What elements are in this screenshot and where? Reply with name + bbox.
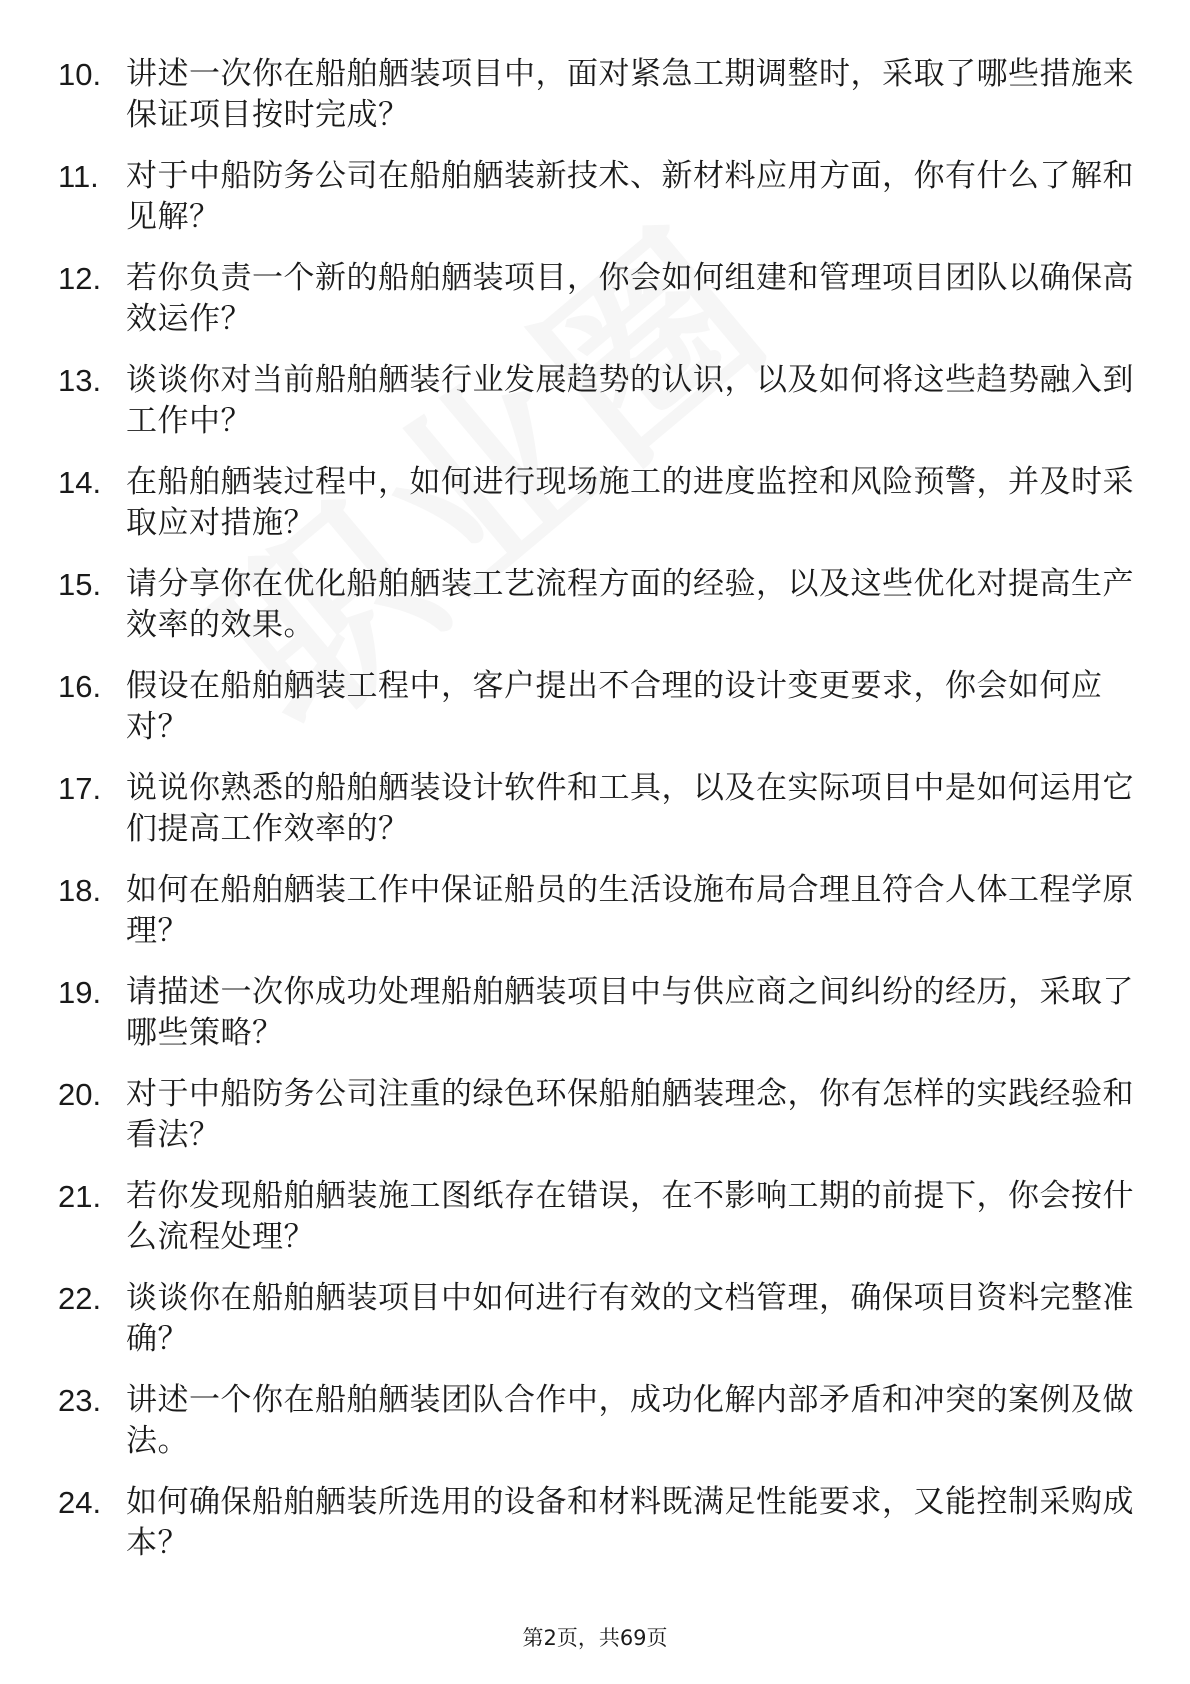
question-number: 24. xyxy=(58,1485,102,1520)
question-text: 假设在船舶舾装工程中，客户提出不合理的设计变更要求，你会如何应对？ xyxy=(126,668,1103,745)
list-item xyxy=(58,972,1138,1074)
question-number: 16. xyxy=(58,669,102,704)
list-item xyxy=(58,462,1138,564)
question-text: 如何确保船舶舾装所选用的设备和材料既满足性能要求，又能控制采购成本？ xyxy=(126,1484,1134,1561)
list-item xyxy=(58,1482,1138,1584)
question-number: 19. xyxy=(58,975,102,1010)
list-item xyxy=(58,156,1138,258)
question-text: 讲述一次你在船舶舾装项目中，面对紧急工期调整时，采取了哪些措施来保证项目按时完成？ xyxy=(126,56,1134,133)
list-item xyxy=(58,360,1138,462)
list-item xyxy=(58,1176,1138,1278)
question-number: 21. xyxy=(58,1179,102,1214)
list-item xyxy=(58,870,1138,972)
question-text: 谈谈你在船舶舾装项目中如何进行有效的文档管理，确保项目资料完整准确？ xyxy=(126,1280,1134,1357)
question-number: 11. xyxy=(58,159,99,194)
question-number: 12. xyxy=(58,261,102,296)
question-text: 讲述一个你在船舶舾装团队合作中，成功化解内部矛盾和冲突的案例及做法。 xyxy=(126,1382,1134,1459)
question-text: 若你负责一个新的船舶舾装项目，你会如何组建和管理项目团队以确保高效运作？ xyxy=(126,260,1134,337)
question-list xyxy=(58,54,1138,1584)
question-number: 13. xyxy=(58,363,102,398)
list-item xyxy=(58,258,1138,360)
question-text: 若你发现船舶舾装施工图纸存在错误，在不影响工期的前提下，你会按什么流程处理？ xyxy=(126,1178,1134,1255)
question-number: 23. xyxy=(58,1383,102,1418)
list-item xyxy=(58,768,1138,870)
page-footer: 第2页，共69页 xyxy=(522,1626,668,1650)
question-number: 14. xyxy=(58,465,102,500)
list-item xyxy=(58,1278,1138,1380)
question-text: 对于中船防务公司在船舶舾装新技术、新材料应用方面，你有什么了解和见解？ xyxy=(126,158,1134,235)
question-text: 对于中船防务公司注重的绿色环保船舶舾装理念，你有怎样的实践经验和看法？ xyxy=(126,1076,1134,1153)
list-item xyxy=(58,54,1138,156)
question-text: 请分享你在优化船舶舾装工艺流程方面的经验，以及这些优化对提高生产效率的效果。 xyxy=(126,566,1134,643)
list-item xyxy=(58,1074,1138,1176)
question-text: 如何在船舶舾装工作中保证船员的生活设施布局合理且符合人体工程学原理？ xyxy=(126,872,1134,949)
question-text: 说说你熟悉的船舶舾装设计软件和工具，以及在实际项目中是如何运用它们提高工作效率的？ xyxy=(126,770,1134,847)
question-number: 10. xyxy=(58,57,102,92)
list-item xyxy=(58,666,1138,768)
question-text: 谈谈你对当前船舶舾装行业发展趋势的认识，以及如何将这些趋势融入到工作中？ xyxy=(126,362,1134,439)
list-item xyxy=(58,564,1138,666)
question-text: 在船舶舾装过程中，如何进行现场施工的进度监控和风险预警，并及时采取应对措施？ xyxy=(126,464,1134,541)
question-number: 18. xyxy=(58,873,102,908)
list-item xyxy=(58,1380,1138,1482)
question-number: 15. xyxy=(58,567,102,602)
question-number: 22. xyxy=(58,1281,102,1316)
question-number: 20. xyxy=(58,1077,102,1112)
question-text: 请描述一次你成功处理船舶舾装项目中与供应商之间纠纷的经历，采取了哪些策略？ xyxy=(126,974,1134,1051)
question-number: 17. xyxy=(58,771,102,806)
